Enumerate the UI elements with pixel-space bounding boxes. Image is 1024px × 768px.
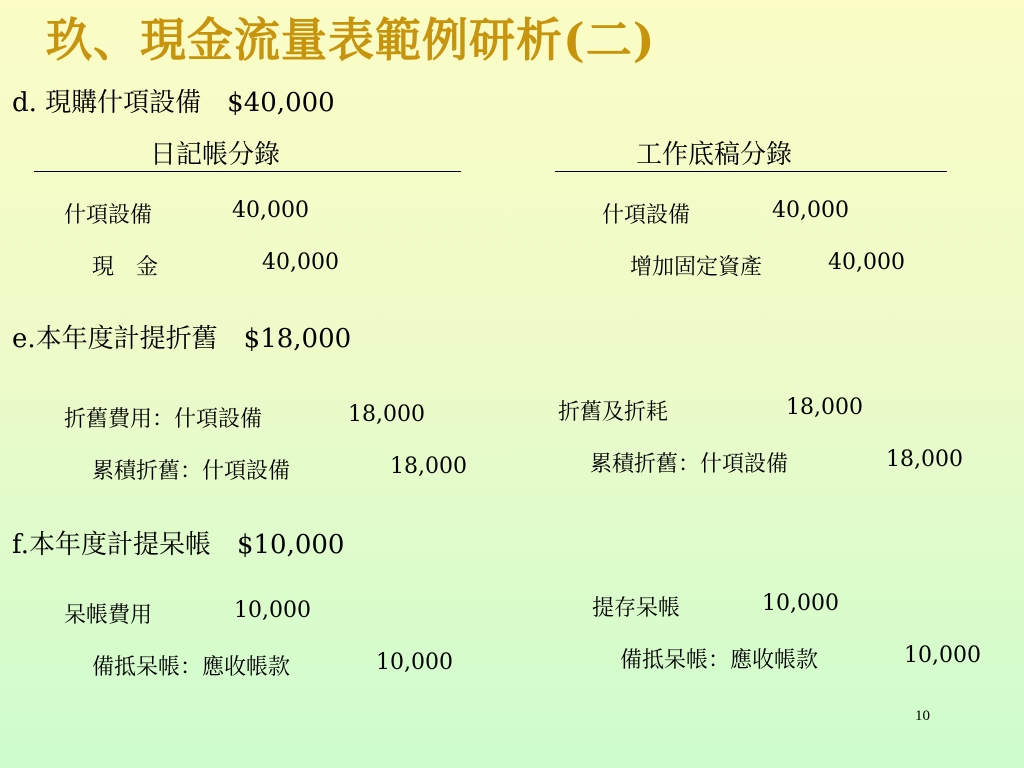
worksheet-f-debit-amount: 10,000	[762, 591, 839, 616]
worksheet-column-header: 工作底稿分錄	[636, 140, 793, 170]
journal-e-debit-amount: 18,000	[348, 402, 425, 427]
journal-f-debit-amount: 10,000	[234, 598, 311, 623]
worksheet-f-debit-account: 提存呆帳	[592, 596, 681, 621]
journal-header-rule	[34, 171, 461, 172]
worksheet-e-credit-account: 累積折舊：什項設備	[590, 452, 789, 477]
worksheet-e-credit-amount: 18,000	[886, 447, 963, 472]
journal-d-credit-account: 現 金	[92, 255, 159, 280]
journal-f-debit-account: 呆帳費用	[64, 603, 153, 628]
journal-f-credit-amount: 10,000	[376, 650, 453, 675]
section-e-heading: e.本年度計提折舊 $18,000	[12, 324, 352, 354]
page-number: 10	[915, 708, 930, 724]
worksheet-d-debit-account: 什項設備	[602, 203, 691, 228]
journal-f-credit-account: 備抵呆帳：應收帳款	[92, 655, 291, 680]
worksheet-f-credit-amount: 10,000	[904, 643, 981, 668]
journal-d-debit-amount: 40,000	[232, 198, 309, 223]
worksheet-e-debit-amount: 18,000	[786, 395, 863, 420]
section-f-heading: f.本年度計提呆帳 $10,000	[12, 530, 345, 560]
worksheet-d-credit-amount: 40,000	[828, 250, 905, 275]
worksheet-f-credit-account: 備抵呆帳：應收帳款	[620, 648, 819, 673]
section-d-heading: d. 現購什項設備 $40,000	[12, 88, 335, 118]
worksheet-header-rule	[555, 171, 947, 172]
journal-d-debit-account: 什項設備	[64, 203, 153, 228]
journal-column-header: 日記帳分錄	[150, 140, 281, 170]
journal-e-debit-account: 折舊費用：什項設備	[64, 407, 263, 432]
journal-d-credit-amount: 40,000	[262, 250, 339, 275]
worksheet-e-debit-account: 折舊及折耗	[558, 400, 669, 425]
slide-title: 玖、現金流量表範例研析(二)	[46, 13, 656, 67]
worksheet-d-debit-amount: 40,000	[772, 198, 849, 223]
journal-e-credit-amount: 18,000	[390, 454, 467, 479]
journal-e-credit-account: 累積折舊：什項設備	[92, 459, 291, 484]
worksheet-d-credit-account: 增加固定資產	[630, 255, 763, 280]
